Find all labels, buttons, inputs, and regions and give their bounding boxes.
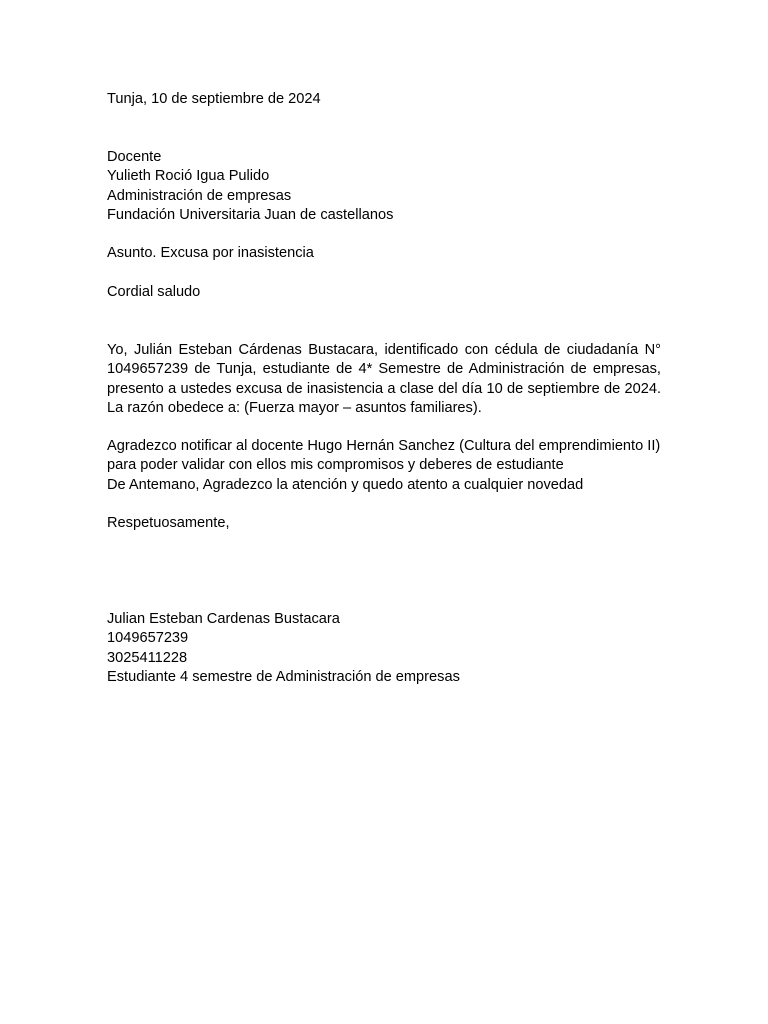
signature-id-number: 1049657239 [107, 630, 189, 647]
closing-line [107, 514, 661, 533]
subject-text: Asunto. Excusa por inasistencia [107, 245, 314, 261]
greeting-text: Cordial saludo [107, 284, 201, 300]
recipient-block [107, 148, 661, 225]
body-paragraph-1-text: Yo, Julián Esteban Cárdenas Bustacara, identificado con cédula de ciudadanía N° 1049657239 de Tunja, estudiante de 4* Semestre de Administración de empresas, presento a ustedes excusa de inasistencia a clase del día 10 de septiembre de 2024. La razón obedece a: (Fuerza mayor – asuntos familiares). [107, 342, 661, 416]
body-paragraph-2-text: Agradezco notificar al docente Hugo Hernán Sanchez (Cultura del emprendimiento II) para poder validar con ellos mis compromisos y deberes de estudiante [107, 438, 661, 474]
closing-text: Respetuosamente, [107, 515, 230, 531]
signature-block [107, 610, 661, 687]
greeting-line [107, 283, 661, 302]
body-paragraph-1 [107, 341, 661, 418]
recipient-name: Yulieth Roció Igua Pulido [107, 168, 270, 185]
date-text: Tunja, 10 de septiembre de 2024 [107, 91, 321, 107]
signature-name: Julian Esteban Cardenas Bustacara [107, 611, 340, 627]
signature-phone: 3025411228 [107, 649, 188, 666]
signature-role: Estudiante 4 semestre de Administración de empresas [107, 668, 460, 685]
subject-line [107, 244, 661, 263]
recipient-institution: Fundación Universitaria Juan de castellanos [107, 206, 394, 223]
recipient-program: Administración de empresas [107, 187, 292, 204]
body-paragraph-3-text: De Antemano, Agradezco la atención y quedo atento a cualquier novedad [107, 476, 584, 493]
recipient-title: Docente [107, 149, 162, 165]
body-paragraph-2 [107, 437, 661, 495]
date-line [107, 90, 661, 109]
